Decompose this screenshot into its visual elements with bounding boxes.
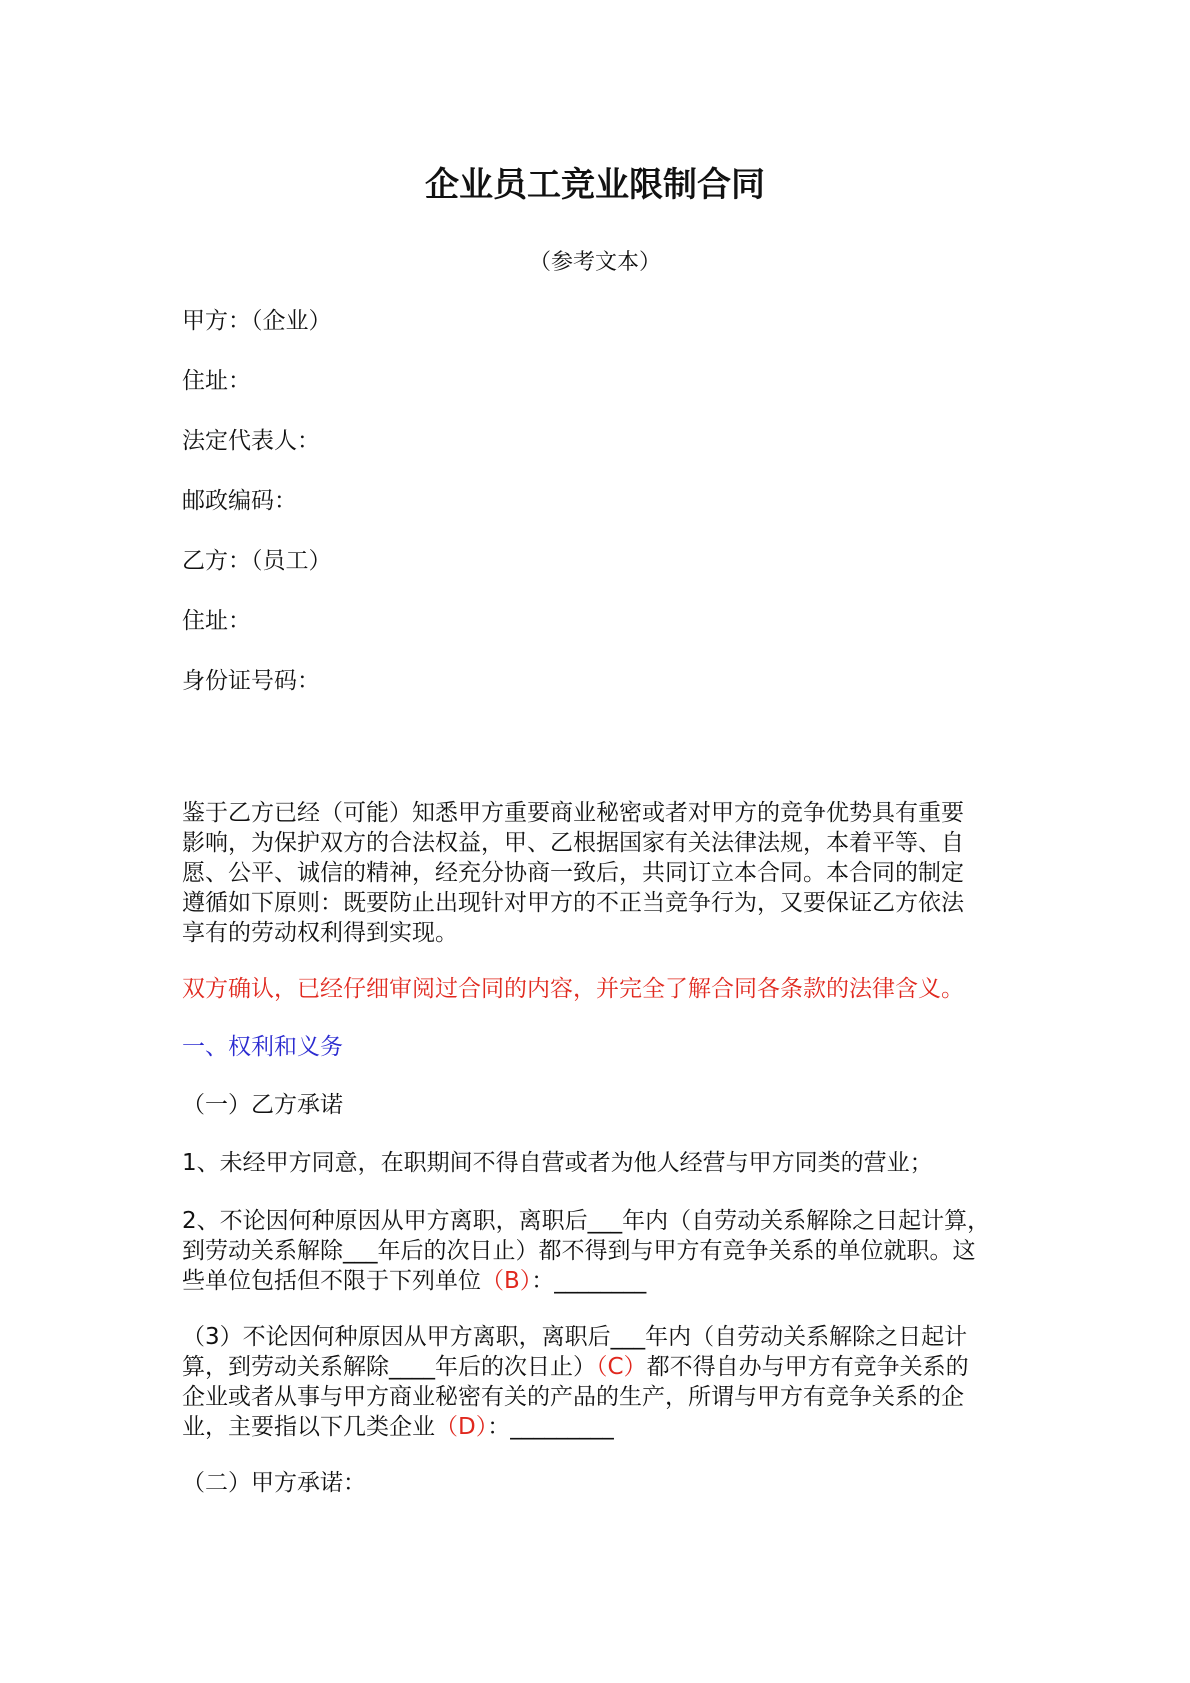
section-heading-rights-obligations: 一、权利和义务	[182, 1034, 343, 1060]
preamble-line: 愿、公平、诚信的精神，经充分协商一致后，共同订立本合同。本合同的制定	[182, 860, 964, 886]
text-segment: （3）不论因何种原因从甲方离职，离职后	[182, 1324, 611, 1350]
option-marker-c: （C）	[596, 1354, 647, 1380]
party-a-address-field: 住址：	[182, 368, 251, 394]
text-segment: 业，主要指以下几类企业	[182, 1414, 435, 1440]
blank-field: ___	[343, 1238, 378, 1264]
postal-code-field: 邮政编码：	[182, 488, 297, 514]
clause-line	[182, 1412, 1032, 1442]
clause-line	[182, 1352, 1032, 1382]
subsection-heading-party-b: （一）乙方承诺	[182, 1092, 343, 1118]
document-body	[182, 306, 1032, 1498]
subsection-heading-party-a: （二）甲方承诺：	[182, 1470, 366, 1496]
legal-representative-field: 法定代表人：	[182, 428, 320, 454]
option-marker-b: （B）	[481, 1268, 532, 1294]
preamble-line: 享有的劳动权利得到实现。	[182, 920, 458, 946]
blank-field: ____	[389, 1354, 435, 1380]
party-b-address-field: 住址：	[182, 608, 251, 634]
text-segment: 算，到劳动关系解除	[182, 1354, 389, 1380]
text-segment: 到劳动关系解除	[182, 1238, 343, 1264]
party-a-field: 甲方：（企业）	[182, 308, 332, 334]
text-segment: 年后的次日止）	[435, 1354, 596, 1380]
document-subtitle: （参考文本）	[528, 250, 661, 275]
clause-line	[182, 1266, 1032, 1296]
text-segment: ：	[487, 1414, 511, 1440]
text-segment: 年内（自劳动关系解除之日起计算，	[622, 1208, 991, 1234]
clause-line: 企业或者从事与甲方商业秘密有关的产品的生产，所谓与甲方有竞争关系的企	[182, 1384, 964, 1410]
preamble-line: 遵循如下原则：既要防止出现针对甲方的不正当竞争行为，又要保证乙方依法	[182, 890, 964, 916]
blank-field: ___	[610, 1324, 646, 1350]
blank-field: _________	[510, 1414, 614, 1440]
clause-item-2	[182, 1206, 1032, 1296]
text-segment: 些单位包括但不限于下列单位	[182, 1268, 481, 1294]
preamble-line: 影响，为保护双方的合法权益，甲、乙根据国家有关法律法规，本着平等、自	[182, 830, 964, 856]
clause-line	[182, 1322, 1032, 1352]
document-title: 企业员工竞业限制合同	[425, 165, 765, 205]
text-segment: 年内（自劳动关系解除之日起计	[645, 1324, 968, 1350]
text-segment: 年后的次日止）都不得到与甲方有竞争关系的单位就职。这	[377, 1238, 976, 1264]
clause-line	[182, 1206, 1032, 1236]
clause-line	[182, 1236, 1032, 1266]
party-b-field: 乙方：（员工）	[182, 548, 332, 574]
clause-item-1: 1、未经甲方同意，在职期间不得自营或者为他人经营与甲方同类的营业；	[182, 1150, 933, 1176]
preamble-line: 鉴于乙方已经（可能）知悉甲方重要商业秘密或者对甲方的竞争优势具有重要	[182, 800, 964, 826]
text-segment: 2、不论因何种原因从甲方离职，离职后	[182, 1208, 588, 1234]
confirmation-statement: 双方确认，已经仔细审阅过合同的内容，并完全了解合同各条款的法律含义。	[182, 976, 964, 1002]
text-segment: 都不得自办与甲方有竞争关系的	[646, 1354, 969, 1380]
preamble-paragraph	[182, 798, 1032, 948]
id-number-field: 身份证号码：	[182, 668, 320, 694]
option-marker-d: （D）	[435, 1414, 488, 1440]
text-segment: ：	[531, 1268, 555, 1294]
blank-field: ___	[587, 1208, 623, 1234]
blank-field: ________	[554, 1268, 647, 1294]
clause-item-3	[182, 1322, 1032, 1442]
